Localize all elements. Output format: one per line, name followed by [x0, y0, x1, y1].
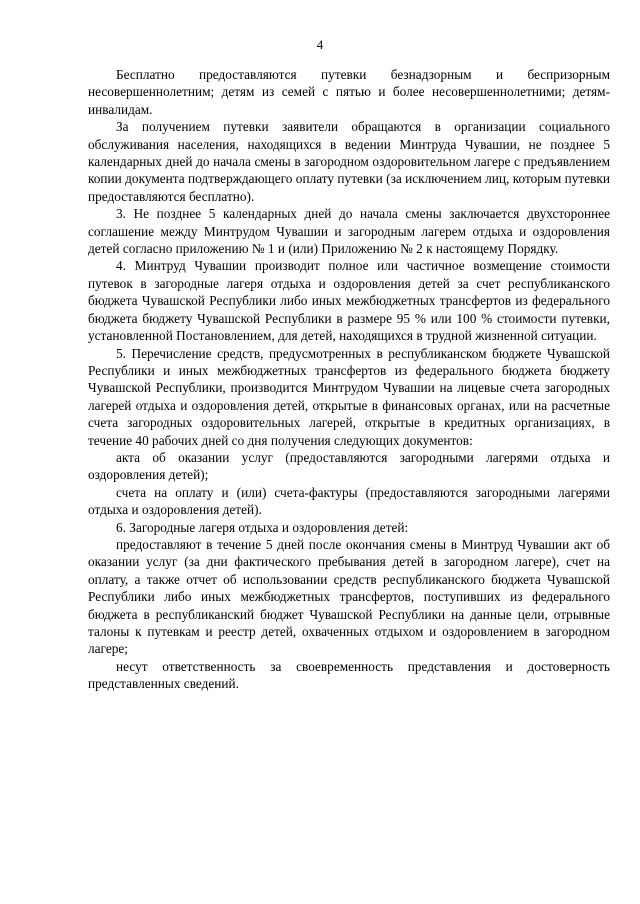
paragraph-section-3: 3. Не позднее 5 календарных дней до начала смены заключается двухстороннее соглашение между Минтрудом Чувашии и загородным лагерем отдыха и оздоровления детей согласно приложению № 1 и (или) Приложению № 2 к настоящему Порядку. [88, 206, 610, 257]
paragraph-voucher-application: За получением путевки заявители обращаются в организации социального обслуживания населения, находящихся в ведении Минтруда Чувашии, не позднее 5 календарных дней до начала смены в загородном оздоровительном лагере с предъявлением копии документа подтверждающего оплату путевки (за исключением лиц, которым путевки предоставляются бесплатно). [88, 119, 610, 204]
paragraph-camp-reporting: предоставляют в течение 5 дней после окончания смены в Минтруд Чувашии акт об оказании услуг (за дни фактического пребывания детей в загородном лагере), счет на оплату, а также отчет об использовании средств республиканского бюджета Чувашской Республики либо иных межбюджетных трансфертов, поступивших из федерального бюджета в республиканский бюджет Чувашской Республики на данные цели, отрывные талоны к путевкам и реестр детей, охваченных отдыхом и оздоровлением в загородном лагере; [88, 536, 610, 657]
page-number: 4 [316, 37, 324, 52]
document-body [88, 66, 610, 693]
paragraph-section-4: 4. Минтруд Чувашии производит полное или частичное возмещение стоимости путевок в загородные лагеря отдыха и оздоровления детей за счет республиканского бюджета Чувашской Республики либо иных межбюджетных трансфертов из федерального бюджета бюджету Чувашской Республики в размере 95 % или 100 % стоимости путевки, установленной Постановлением, для детей, находящихся в трудной жизненной ситуации. [88, 258, 610, 344]
paragraph-camp-responsibility: несут ответственность за своевременность представления и достоверность представленных сведений. [88, 658, 610, 692]
paragraph-section-6: 6. Загородные лагеря отдыха и оздоровления детей: [116, 519, 409, 535]
paragraph-free-vouchers: Бесплатно предоставляются путевки безнадзорным и беспризорным несовершеннолетним; детям из семей с пятью и более несовершеннолетними; детям-инвалидам. [88, 67, 610, 117]
paragraph-section-5: 5. Перечисление средств, предусмотренных в республиканском бюджете Чувашской Республики и иных межбюджетных трансфертов из федерального бюджета бюджету Чувашской Республики, производится Минтрудом Чувашии на лицевые счета загородных лагерей отдыха и оздоровления детей, открытые в финансовых органах, или на расчетные счета загородных оздоровительных лагерей, открытые в кредитных организациях, в течение 40 рабочих дней со дня получения следующих документов: [88, 345, 610, 448]
paragraph-services-act: акта об оказании услуг (предоставляются загородными лагерями отдыха и оздоровления детей); [88, 449, 610, 483]
paragraph-invoice: счета на оплату и (или) счета-фактуры (предоставляются загородными лагерями отдыха и оздоровления детей). [88, 484, 610, 518]
